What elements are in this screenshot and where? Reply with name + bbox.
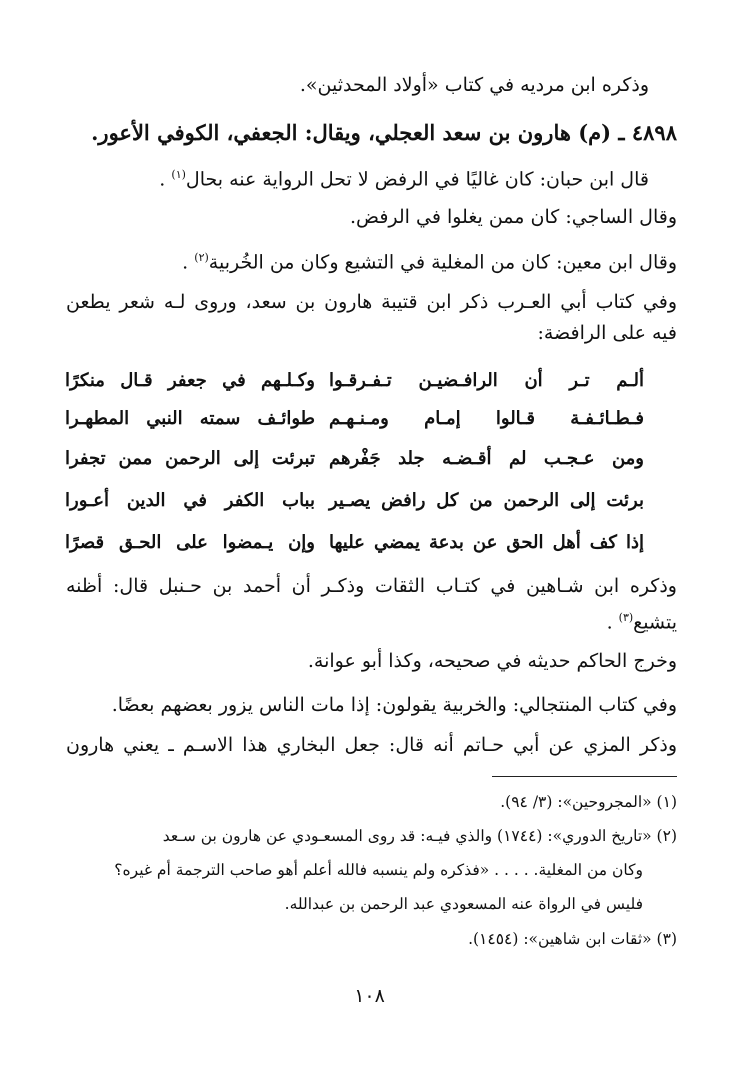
- verse-hemistich-second: تبرئت إلى الرحمن ممن تجفرا: [65, 448, 315, 469]
- paragraph: [66, 243, 677, 277]
- verse-hemistich-second: بباب الكفر في الدين أعـورا: [65, 490, 315, 511]
- footnote-ref: (٣): [618, 611, 634, 624]
- footnote-divider: [492, 776, 677, 777]
- paragraph-line: وذكر المزي عن أبي حـاتم أنه قال: جعل البخاري هذا الاسـم ـ يعني هارون: [66, 734, 677, 756]
- verse-hemistich-second: وإن يـمضوا على الحـق قصرًا: [65, 532, 315, 553]
- verse-hemistich-first: إذا كف أهل الحق عن بدعة يمضي عليها: [329, 532, 644, 553]
- text-line: وذكره ابن مرديه في كتاب «أولاد المحدثين».: [299, 74, 649, 96]
- paragraph-end: .: [182, 251, 195, 274]
- paragraph-text: يتشيع: [633, 611, 677, 634]
- paragraph: وفي كتاب المنتجالي: والخربية يقولون: إذا مات الناس يزور بعضهم بعضًا.: [111, 694, 677, 716]
- paragraph-text: قال ابن حبان: كان غاليًا في الرفض لا تحل الرواية عنه بحال: [185, 168, 649, 191]
- verse-hemistich-first: فـطـائـفـة قـالوا إمـام ومـنـهـم: [329, 408, 644, 429]
- footnote-continuation: فليس في الرواة عنه المسعودي عبد الرحمن بن عبدالله.: [284, 895, 643, 913]
- paragraph-end: .: [606, 611, 619, 634]
- paragraph: وقال الساجي: كان ممن يغلوا في الرفض.: [350, 206, 677, 228]
- paragraph-line: فيه على الرافضة:: [537, 322, 677, 344]
- paragraph-line: وفي كتاب أبي العـرب ذكر ابن قتيبة هارون بن سعد، وروى لـه شعر يطعن: [66, 291, 677, 313]
- verse-hemistich-second: طوائـف سمته النبي المطهـرا: [65, 408, 315, 429]
- footnote: (١) «المجروحين»: (٣/ ٩٤).: [500, 793, 677, 811]
- verse-hemistich-second: وكـلـهم في جعفر قـال منكرًا: [65, 370, 315, 391]
- verse-hemistich-first: ومن عـجـب لم أقـضـه جلد جَفْرهم: [329, 448, 644, 469]
- paragraph-end: .: [159, 168, 172, 191]
- footnote-continuation: وكان من المغلية. . . . . «فذكره ولم ينسبه فالله أعلم أهو صاحب الترجمة أم غيره؟: [114, 861, 643, 879]
- verse-hemistich-first: برئت إلى الرحمن من كل رافض يصـير: [329, 490, 644, 511]
- entry-heading: ٤٨٩٨ ـ (م) هارون بن سعد العجلي، ويقال: الجعفي، الكوفي الأعور.: [91, 120, 677, 145]
- page-number: ١٠٨: [354, 985, 385, 1007]
- paragraph: وخرج الحاكم حديثه في صحيحه، وكذا أبو عوانة.: [307, 650, 677, 672]
- paragraph-line: وذكره ابن شـاهين في كتـاب الثقات وذكـر أن أحمد بن حـنبل قال: أظنه: [66, 575, 677, 597]
- footnote-ref: (٢): [194, 251, 209, 264]
- footnote: (٣) «ثقات ابن شاهين»: (١٤٥٤).: [468, 930, 677, 948]
- footnote-ref: (١): [171, 168, 186, 181]
- paragraph-line: [66, 603, 677, 637]
- footnote: (٢) «تاريخ الدوري»: (١٧٤٤) والذي فيـه: قد روى المسعـودي عن هارون بن سـعد: [162, 827, 677, 845]
- paragraph: [66, 160, 649, 194]
- verse-hemistich-first: ألـم تـر أن الرافـضيـن تـفـرقـوا: [329, 370, 644, 391]
- paragraph-text: وقال ابن معين: كان من المغلية في التشيع وكان من الخُربية: [208, 251, 677, 274]
